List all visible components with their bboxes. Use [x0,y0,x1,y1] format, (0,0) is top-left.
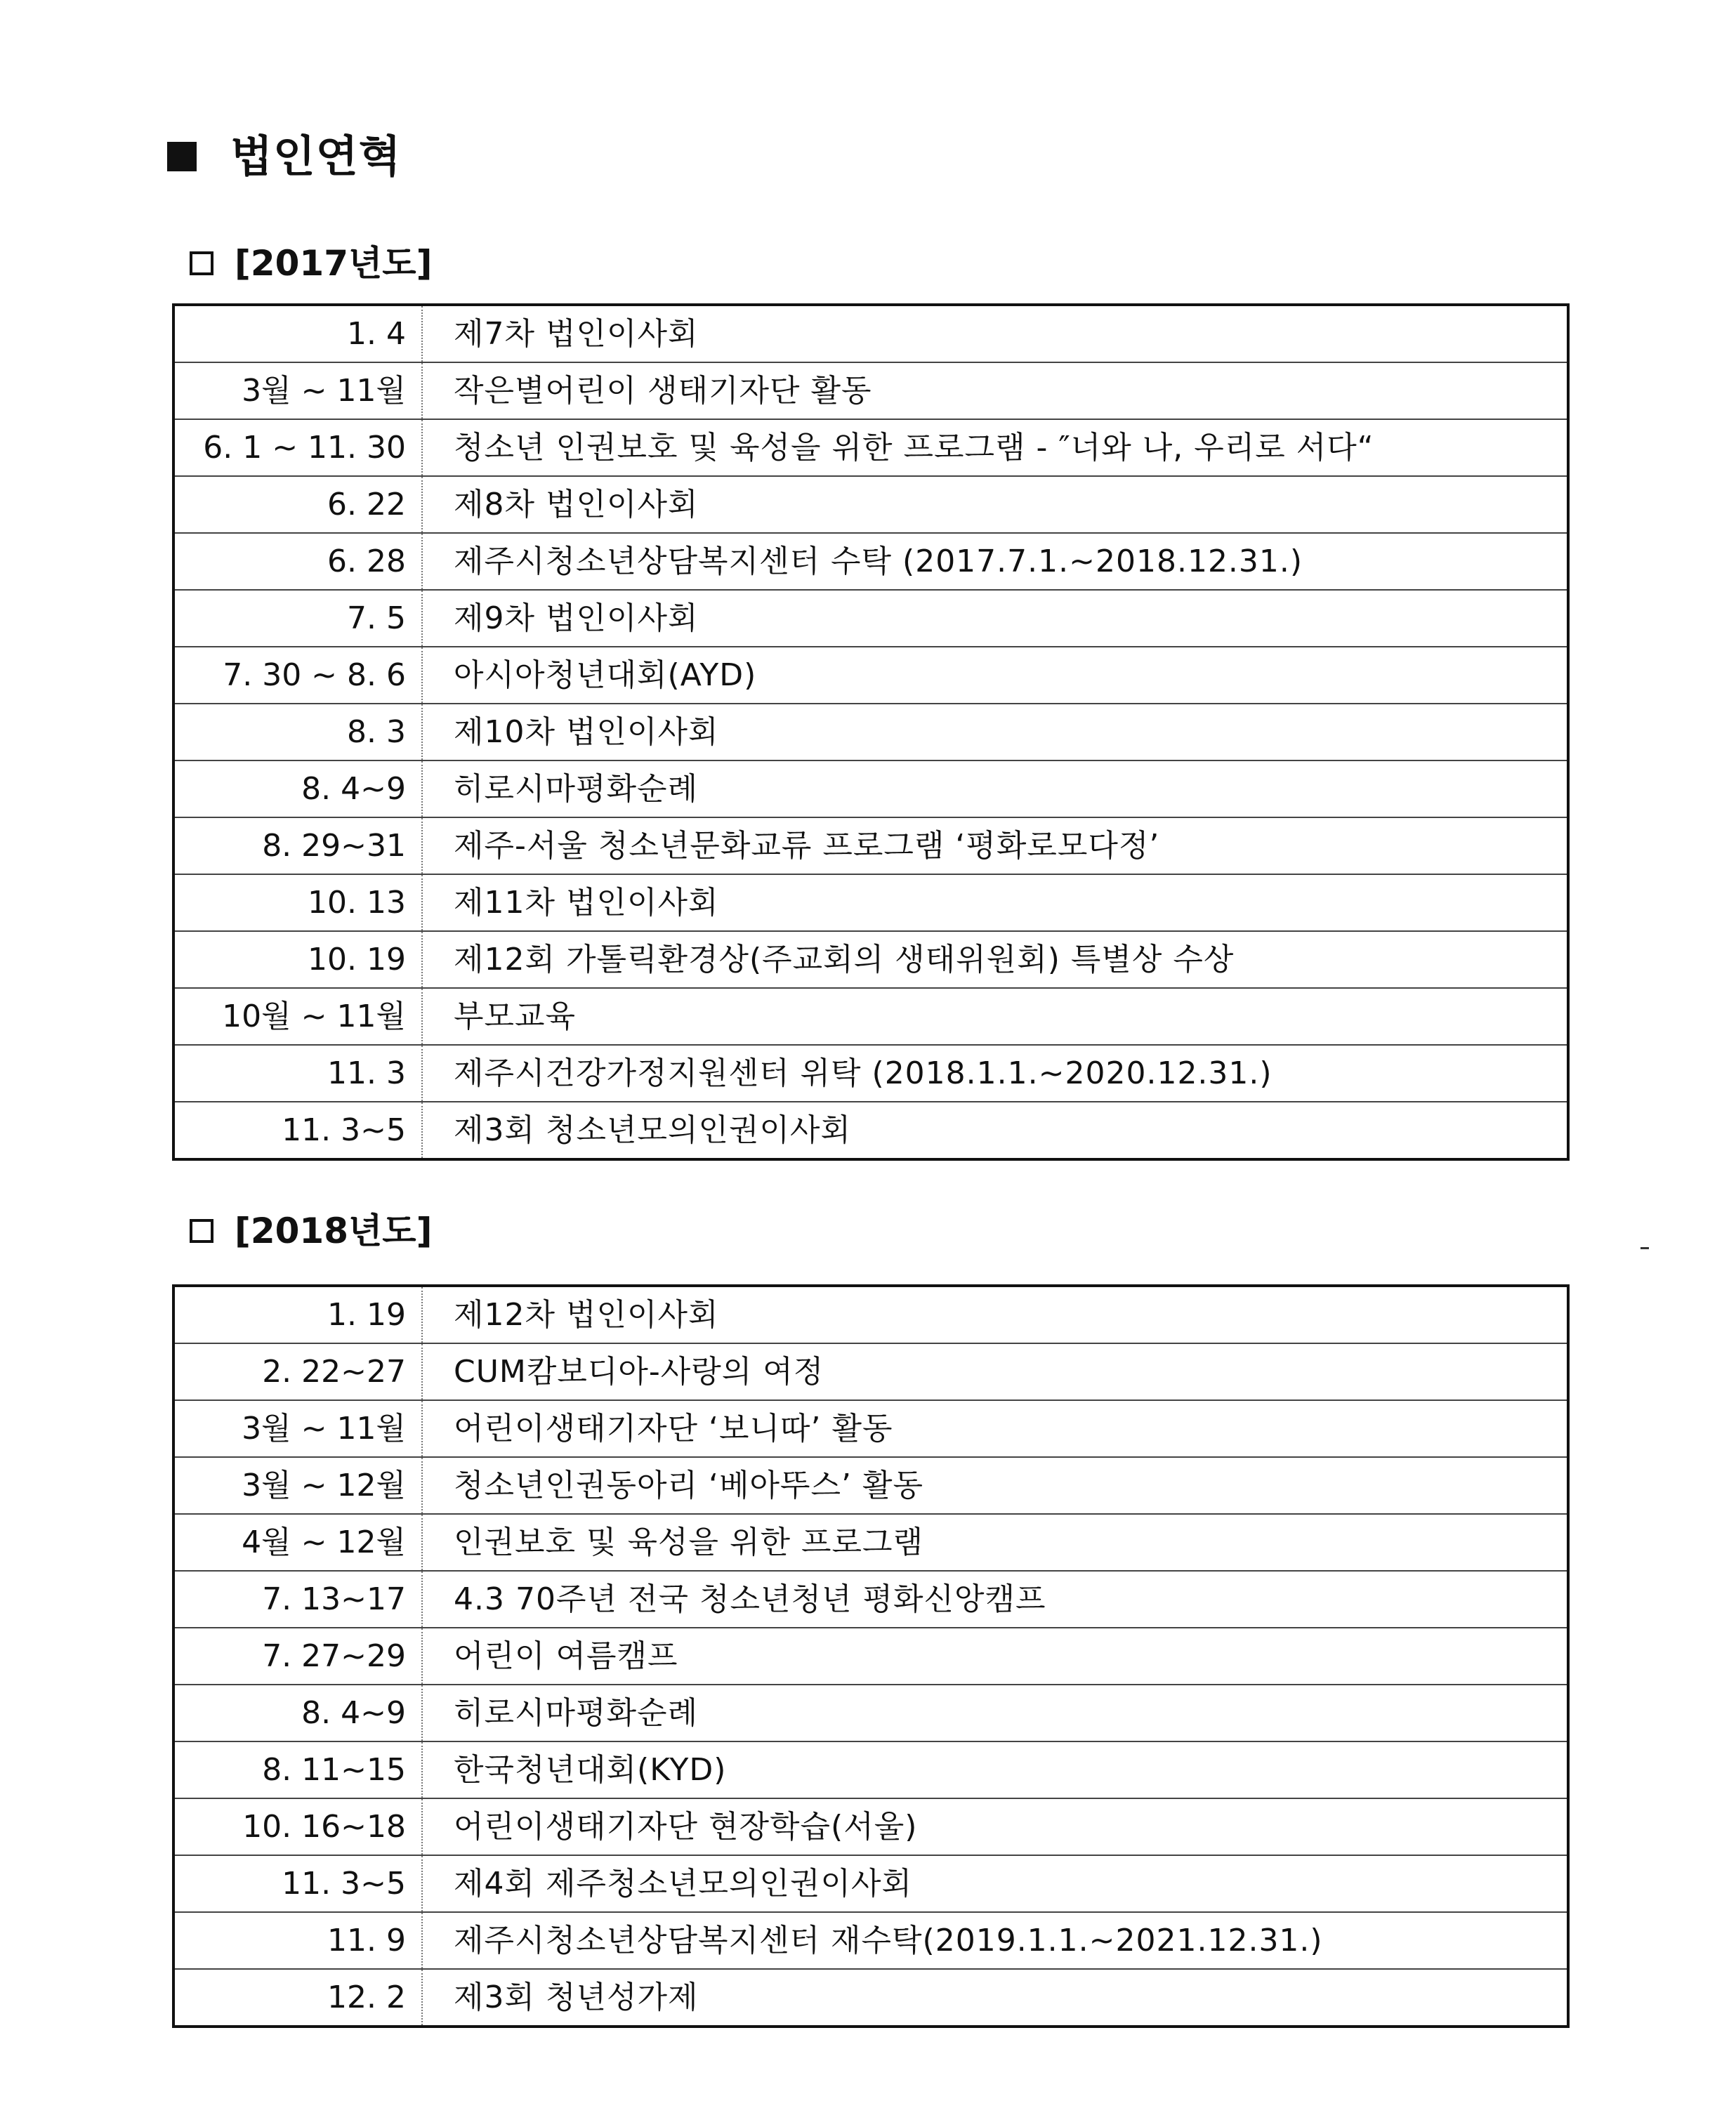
event-cell: 제주시청소년상담복지센터 수탁 (2017.7.1.~2018.12.31.) [422,533,1568,590]
page-title-text: 법인연혁 [230,131,402,182]
date-cell: 10월 ~ 11월 [173,988,422,1045]
date-cell: 10. 19 [173,931,422,988]
table-row [173,1741,1568,1798]
empty-square-bullet-icon [190,251,213,275]
date-cell: 3월 ~ 11월 [173,1400,422,1457]
event-cell: 제9차 법인이사회 [422,590,1568,647]
date-cell: 3월 ~ 11월 [173,362,422,419]
date-cell: 2. 22~27 [173,1343,422,1400]
event-cell: 제주-서울 청소년문화교류 프로그램 ‘평화로모다정’ [422,817,1568,874]
table-row [173,1102,1568,1159]
date-cell: 6. 1 ~ 11. 30 [173,419,422,476]
event-cell: 제11차 법인이사회 [422,874,1568,931]
date-cell: 7. 5 [173,590,422,647]
date-cell: 8. 4~9 [173,1685,422,1741]
date-cell: 1. 4 [173,305,422,362]
date-cell: 10. 13 [173,874,422,931]
table-row [173,419,1568,476]
event-cell: 인권보호 및 육성을 위한 프로그램 [422,1514,1568,1571]
date-cell: 11. 3~5 [173,1102,422,1159]
date-cell: 12. 2 [173,1969,422,2027]
event-cell: 제4회 제주청소년모의인권이사회 [422,1855,1568,1912]
event-cell: 어린이생태기자단 현장학습(서울) [422,1798,1568,1855]
section-heading-text: [2018년도] [235,1211,433,1251]
empty-square-bullet-icon [190,1219,213,1243]
history-table-2017 [172,303,1570,1161]
event-cell: 청소년 인권보호 및 육성을 위한 프로그램 - ″너와 나, 우리로 서다“ [422,419,1568,476]
event-cell: 제3회 청년성가제 [422,1969,1568,2027]
table-row [173,1514,1568,1571]
table-row [173,1855,1568,1912]
table-row [173,1571,1568,1628]
event-cell: 어린이 여름캠프 [422,1628,1568,1685]
table-row [173,704,1568,760]
date-cell: 8. 11~15 [173,1741,422,1798]
table-row [173,817,1568,874]
table-row [173,533,1568,590]
event-cell: CUM캄보디아-사랑의 여정 [422,1343,1568,1400]
table-row [173,647,1568,704]
table-row [173,988,1568,1045]
black-square-bullet-icon [167,142,197,171]
table-row [173,760,1568,817]
event-cell: 제7차 법인이사회 [454,316,699,352]
event-cell: 제8차 법인이사회 [422,476,1568,533]
section-heading-2018 [190,1203,432,1259]
date-cell: 3월 ~ 12월 [173,1457,422,1514]
table-row [173,1343,1568,1400]
date-cell: 10. 16~18 [173,1798,422,1855]
date-cell: 7. 30 ~ 8. 6 [173,647,422,704]
event-cell: 히로시마평화순례 [422,760,1568,817]
event-cell: 아시아청년대회(AYD) [422,647,1568,704]
table-row [173,305,1568,362]
date-cell: 11. 9 [173,1912,422,1969]
event-cell: 한국청년대회(KYD) [422,1741,1568,1798]
date-cell: 8. 4~9 [173,760,422,817]
table-row [173,1798,1568,1855]
date-cell: 11. 3 [173,1045,422,1102]
page-title [167,125,402,188]
table-row [173,1400,1568,1457]
section-heading-text: [2017년도] [235,243,433,284]
event-cell: 부모교육 [422,988,1568,1045]
event-cell: 제12차 법인이사회 [454,1297,719,1333]
table-row [173,931,1568,988]
table-row [173,874,1568,931]
date-cell: 6. 28 [173,533,422,590]
event-cell: 제10차 법인이사회 [422,704,1568,760]
table-row [173,362,1568,419]
history-table-2018 [172,1284,1570,2028]
event-cell: 작은별어린이 생태기자단 활동 [422,362,1568,419]
event-cell: 제3회 청소년모의인권이사회 [422,1102,1568,1159]
date-cell: 7. 13~17 [173,1571,422,1628]
stray-dash-mark [1640,1247,1649,1249]
date-cell: 11. 3~5 [173,1855,422,1912]
event-cell: 제주시청소년상담복지센터 재수탁(2019.1.1.~2021.12.31.) [422,1912,1568,1969]
date-cell: 6. 22 [173,476,422,533]
date-cell: 4월 ~ 12월 [173,1514,422,1571]
section-heading-2017 [190,235,432,291]
table-row [173,1685,1568,1741]
date-cell: 8. 29~31 [173,817,422,874]
table-row [173,590,1568,647]
date-cell: 1. 19 [173,1286,422,1343]
date-cell: 7. 27~29 [173,1628,422,1685]
table-row [173,1628,1568,1685]
table-row [173,476,1568,533]
table-row [173,1457,1568,1514]
date-cell: 8. 3 [173,704,422,760]
event-cell: 제주시건강가정지원센터 위탁 (2018.1.1.~2020.12.31.) [422,1045,1568,1102]
table-row [173,1912,1568,1969]
event-cell: 어린이생태기자단 ‘보니따’ 활동 [422,1400,1568,1457]
table-row [173,1286,1568,1343]
event-cell: 청소년인권동아리 ‘베아뚜스’ 활동 [422,1457,1568,1514]
event-cell: 제12회 가톨릭환경상(주교회의 생태위원회) 특별상 수상 [422,931,1568,988]
event-cell: 4.3 70주년 전국 청소년청년 평화신앙캠프 [422,1571,1568,1628]
table-row [173,1969,1568,2027]
event-cell: 히로시마평화순례 [422,1685,1568,1741]
table-row [173,1045,1568,1102]
